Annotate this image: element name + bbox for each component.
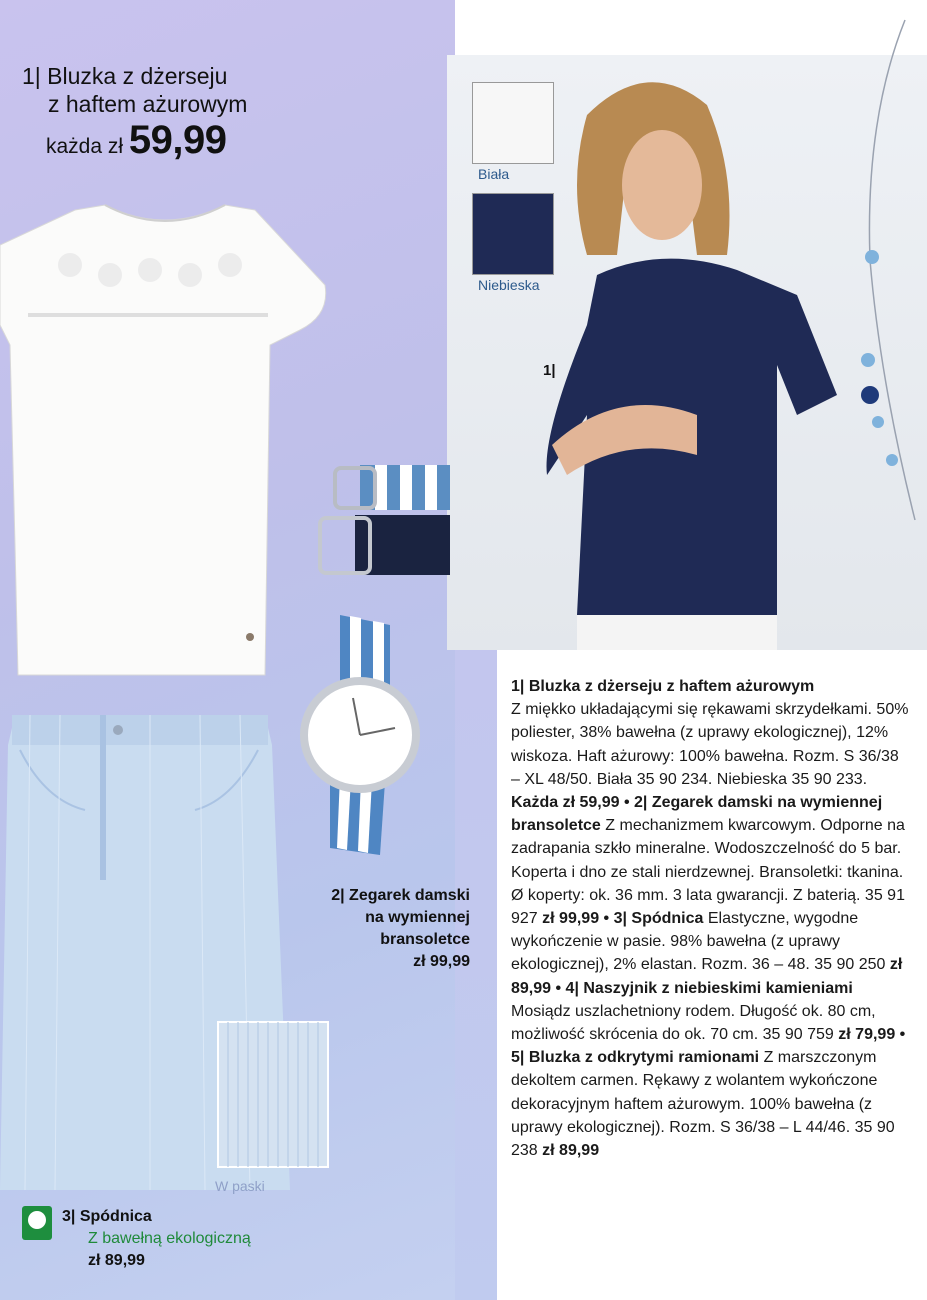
swatch-navy[interactable] (472, 193, 554, 275)
necklace-image (860, 20, 920, 520)
watch-image (295, 610, 435, 860)
desc-price-skirt: zł 89,99 (511, 956, 903, 997)
headline-price: 59,99 (128, 118, 227, 162)
headline-line2: z haftem ażurowym (48, 91, 248, 117)
desc-text-blouse: Z miękko układającymi się rękawami skrzydełkami. 50% poliester, 38% bawełna (z uprawy ekologicznej), 12% wiskoza. Haft ażurowy: 100% bawełna. Rozm. S 36/38 – XL 48/50. Biała 35 90 234. Niebieska 35 90 233. (511, 701, 909, 788)
swatch-white[interactable] (472, 82, 554, 164)
skirt-caption (62, 1206, 251, 1272)
desc-bullet: • (895, 1026, 906, 1044)
desc-bullet: • (551, 979, 566, 997)
skirt-caption-subtitle: Z bawełną ekologiczną (88, 1230, 251, 1247)
watch-straps-image (315, 460, 455, 590)
lilac-background-strip (455, 648, 497, 1300)
desc-bullet: • (599, 910, 614, 928)
eco-globe-icon (22, 1206, 52, 1240)
swatch-label-navy: Niebieska (478, 277, 540, 293)
desc-title-watch: 2| Zegarek damski na wymiennej bransoletce (511, 794, 883, 835)
desc-title-necklace: 4| Naszyjnik z niebieskimi kamieniami (565, 979, 853, 997)
fabric-detail-image (218, 1022, 328, 1167)
desc-bullet: • (619, 794, 634, 812)
watch-caption-line2: na wymiennej (365, 909, 470, 926)
photo-marker: 1| (543, 362, 556, 379)
watch-caption-line3: bransoletce (380, 931, 470, 948)
desc-price-necklace: zł 79,99 (838, 1026, 896, 1044)
desc-title-blouse: 1| Bluzka z dżerseju z haftem ażurowym (511, 678, 815, 695)
desc-title-offshoulder-blouse: 5| Bluzka z odkrytymi ramionami (511, 1049, 760, 1067)
headline-price-row (22, 118, 247, 162)
watch-caption-line1: 2| Zegarek damski (331, 887, 470, 904)
desc-title-skirt: 3| Spódnica (613, 910, 704, 928)
desc-text-skirt: Elastyczne, wygodne wykończenie w pasie. 98% bawełna (z uprawy ekologicznej), 2% elastan. Rozm. 36 – 48. 35 90 250 (511, 910, 886, 974)
headline-price-prefix: każda zł (46, 135, 124, 158)
product-description (511, 675, 911, 1162)
white-blouse-image (0, 205, 330, 675)
desc-price-offshoulder-blouse: zł 89,99 (542, 1142, 600, 1160)
desc-text-necklace: Mosiądz uszlachetniony rodem. Długość ok. 80 cm, możliwość skrócenia do ok. 70 cm. 35 90 759 (511, 1002, 876, 1044)
fabric-detail-label: W paski (215, 1178, 265, 1194)
desc-price-watch: zł 99,99 (542, 910, 600, 928)
headline-line1: 1| Bluzka z dżerseju (22, 63, 228, 89)
skirt-caption-price: zł 89,99 (88, 1252, 145, 1269)
swatch-label-white: Biała (478, 166, 510, 182)
skirt-caption-title: 3| Spódnica (62, 1208, 152, 1225)
watch-caption-price: zł 99,99 (413, 953, 470, 970)
watch-caption (300, 885, 470, 973)
desc-text-offshoulder-blouse: Z marszczonym dekoltem carmen. Rękawy z wolantem wykończone dekoracyjnym haftem ażurowym. 100% bawełna (z uprawy ekologicznej). Rozm. S 36/38 – L 44/46. 35 90 238 (511, 1049, 895, 1160)
desc-text-watch: Z mechanizmem kwarcowym. Odporne na zadrapania szkło mineralne. Wodoszczelność do 5 bar. Koperta i dno ze stali nierdzewnej. Bransoletki: tkanina. Ø koperty: ok. 36 mm. 3 lata gwarancji. Z baterią. 35 91 927 (511, 817, 905, 928)
desc-price-blouse: Każda zł 59,99 (511, 794, 620, 812)
headline (22, 62, 247, 161)
